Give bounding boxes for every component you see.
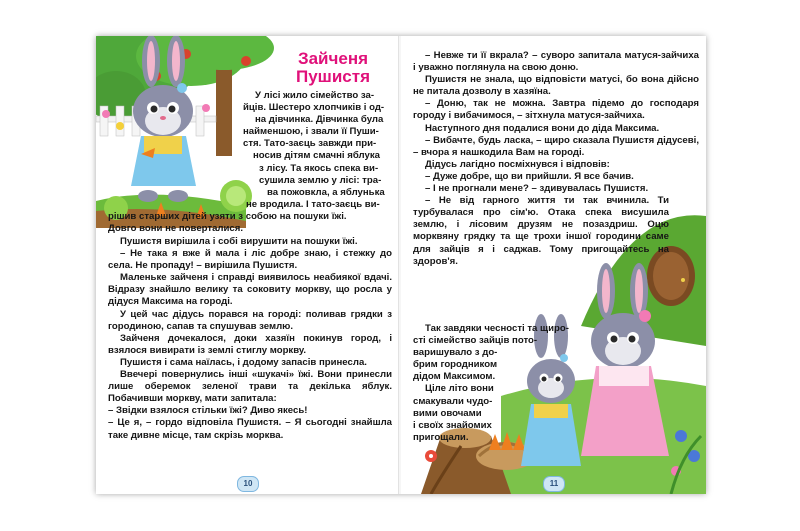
page-number-left: 10	[237, 476, 259, 492]
text-line: Так завдяки чесності та щиро-	[425, 323, 569, 334]
text-line: і своїх знайомих	[413, 419, 492, 431]
paragraph: – Доню, так не можна. Завтра підемо до господаря городу і вибачимося, – зітхнула матуся-зайчиха.	[413, 98, 699, 122]
story-ending	[413, 323, 573, 444]
text-line: ва пожовкла, а яблунька	[267, 186, 385, 198]
text-line: Довго вони не поверталися.	[108, 223, 244, 235]
paragraph: Пушистя не знала, що відповісти матусі, бо вона дійсно не питала дозволу в хазяїна.	[413, 74, 699, 98]
text-line: носив дітям смачні яблука	[253, 150, 380, 162]
text-line: смакували чудо-	[413, 395, 493, 407]
paragraph: – Не від гарного життя ти так вчинила. Ти турбувалася про сім'ю. Отака спека висушила землю, і лісовим друзям не позаздриш. Оцю морквяну грядку та ще трохи іншої городини саме для зайців я і саджав. Тому пригощайтесь на здоров'я.	[413, 195, 669, 267]
paragraph: – Звідки взялося стільки їжі? Диво якесь!	[108, 405, 308, 417]
page-number-right: 11	[543, 476, 565, 492]
text-line: пригощали.	[413, 431, 469, 443]
left-page	[96, 36, 399, 494]
paragraph: Пушистя і сама наїлась, і додому запасів принесла.	[120, 356, 367, 368]
paragraph: Ввечері повернулись інші «шукачі» їжі. Вони принесли лише оберемок зеленої трави та декілька яблук. Побачивши моркву, мати запитала:	[108, 369, 392, 405]
text-line: дідом Максимом.	[413, 371, 496, 383]
story-body-left	[108, 236, 392, 442]
text-line: брим городником	[413, 359, 498, 371]
text-line: найменшою, і звали її Пуши-	[243, 126, 379, 138]
text-line: У лісі жило сімейство за-	[255, 90, 375, 101]
intro-text-continued	[108, 199, 392, 235]
text-line: йців. Шестеро хлопчиків і од-	[243, 102, 385, 114]
title-line-2: Пушистя	[296, 67, 370, 86]
intro-text	[243, 90, 393, 199]
paragraph: – Невже ти її вкрала? – суворо запитала матуся-зайчиха і уважно поглянула на свою доню.	[413, 50, 699, 74]
text-line: стя. Тато-заєць завжди при-	[243, 138, 377, 150]
text-line: рішив старших дітей узяти з собою на пошуки їжі.	[108, 211, 347, 223]
text-line: сушила землю у лісі: тра-	[259, 174, 382, 186]
paragraph: – Вибачте, будь ласка, – щиро сказала Пушистя дідусеві, – вчора я нашкодила Вам на городі.	[413, 134, 699, 158]
text-line: Ціле літо вони	[425, 383, 494, 395]
paragraph: – Дуже добре, що ви прийшли. Я все бачив.	[425, 170, 634, 182]
text-line: вими овочами	[413, 407, 482, 419]
text-line: з лісу. Та якось спека ви-	[259, 162, 379, 174]
paragraph: У цей час дідусь порався на городі: поливав грядки з городиною, сапав та спушував землю.	[108, 308, 392, 332]
paragraph: Пушистя вирішила і собі вирушити на пошуки їжі.	[120, 236, 358, 247]
story-title	[274, 50, 392, 86]
right-page	[401, 36, 706, 494]
paragraph: – Не така я вже й мала і ліс добре знаю, і стежку до села. Не пропаду! – вирішила Пушистя.	[108, 248, 392, 272]
paragraph: Маленьке зайченя і справді виявилось неабиякої вдачі. Відразу знайшло велику та соковиту моркву, що росла у дідуся Максима на городі.	[108, 272, 392, 308]
paragraph: Зайченя дочекалося, доки хазяїн покинув город, і взялося вивирати із землі стиглу моркву.	[108, 332, 392, 356]
text-line: на дівчинка. Дівчинка була	[255, 114, 384, 126]
text-line: не вродила. І тато-заєць ви-	[246, 199, 380, 210]
text-line: варишувало з до-	[413, 347, 498, 359]
paragraph: – І не прогнали мене? – здивувалась Пушистя.	[425, 183, 649, 195]
paragraph: Наступного дня подалися вони до діда Максима.	[425, 122, 660, 134]
paragraph: – Це я, – гордо відповіла Пушистя. – Я сьогодні знайшла таке дивне місце, там скрізь морква.	[108, 417, 392, 441]
open-book	[96, 36, 706, 494]
title-line-1: Зайченя	[297, 49, 369, 68]
paragraph: Дідусь лагідно посміхнувся і відповів:	[425, 158, 610, 170]
story-body-right	[413, 50, 699, 268]
text-line: сті сімейство зайців пото-	[413, 335, 538, 347]
